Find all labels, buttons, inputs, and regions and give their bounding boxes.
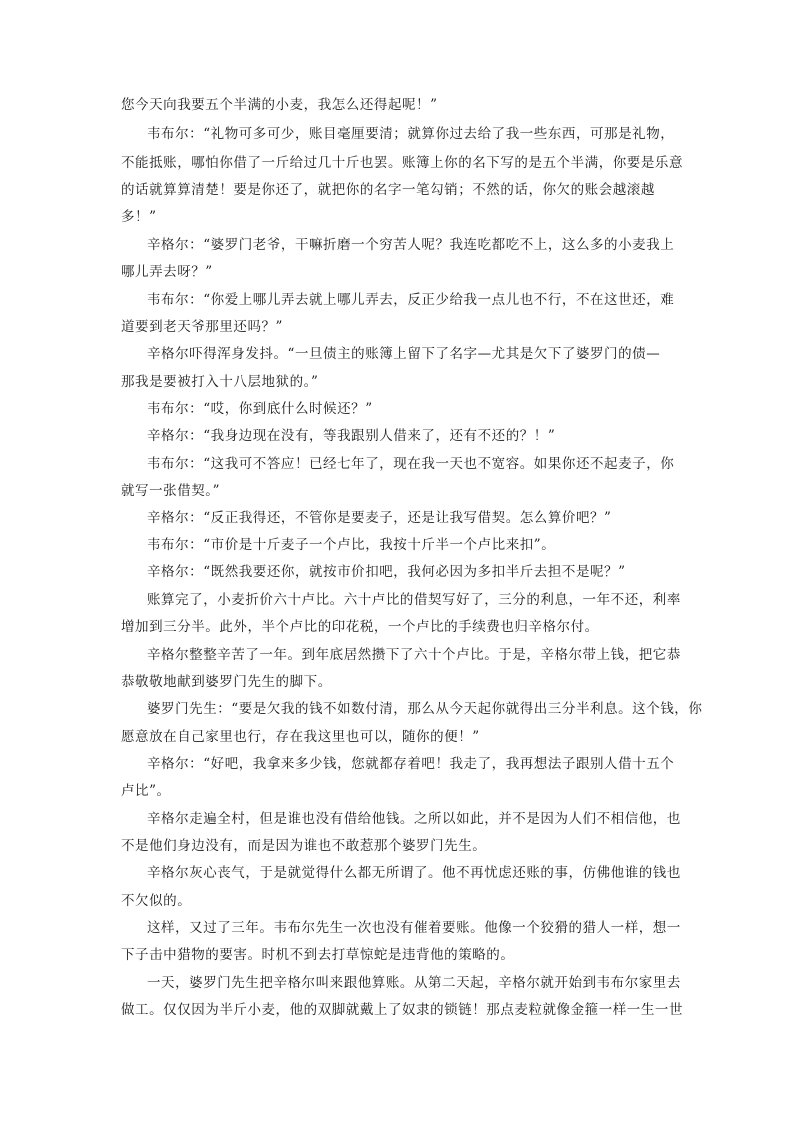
- text-line: 道要到老天爷那里还吗？”: [121, 319, 284, 335]
- text-line: 辛格尔吓得浑身发抖。“一旦债主的账簿上留下了名字—尤其是欠下了婆罗门的债—: [147, 346, 661, 362]
- text-line: 增加到三分半。此外，半个卢比的印花税，一个卢比的手续费也归辛格尔付。: [121, 619, 599, 635]
- text-line: 辛格尔整整辛苦了一年。到年底居然攒下了六十个卢比。于是，辛格尔带上钱，把它恭: [147, 647, 681, 663]
- text-line: 那我是要被打入十八层地狱的。”: [121, 374, 319, 390]
- text-line: 辛格尔：“既然我要还你，就按市价扣吧，我何必因为多扣半斤去担不是呢？”: [147, 564, 626, 580]
- text-line: 辛格尔灰心丧气，于是就觉得什么都无所谓了。他不再忧虑还账的事，仿佛他谁的钱也: [147, 865, 681, 881]
- text-line: 的话就算算清楚！要是你还了，就把你的名字一笔勾销；不然的话，你欠的账会越滚越: [121, 182, 655, 198]
- text-line: 愿意放在自己家里也行，存在我这里也可以，随你的便！”: [121, 729, 480, 745]
- text-line: 不能抵账，哪怕你借了一斤给过几十斤也罢。账簿上你的名下写的是五个半满，你要是乐意: [121, 155, 683, 171]
- text-line: 就写一张借契。”: [121, 483, 221, 499]
- text-line: 辛格尔：“我身边现在没有，等我跟别人借来了，还有不还的？！”: [147, 428, 556, 444]
- text-line: 辛格尔：“好吧，我拿来多少钱，您就都存着吧！我走了，我再想法子跟别人借十五个: [147, 756, 675, 772]
- text-line: 辛格尔：“婆罗门老爷，干嘛折磨一个穷苦人呢？我连吃都吃不上，这么多的小麦我上: [147, 237, 675, 253]
- text-line: 账算完了，小麦折价六十卢比。六十卢比的借契写好了，三分的利息，一年不还，利率: [147, 592, 681, 608]
- text-line: 韦布尔：“礼物可多可少，账目毫厘要清；就算你过去给了我一些东西，可那是礼物，: [147, 126, 675, 142]
- text-line: 不是他们身边没有，而是因为谁也不敢惹那个婆罗门先生。: [121, 838, 487, 854]
- text-line: 恭敬敬地献到婆罗门先生的脚下。: [121, 674, 332, 690]
- text-line: 一天，婆罗门先生把辛格尔叫来跟他算账。从第二天起，辛格尔就开始到韦布尔家里去: [147, 975, 681, 991]
- text-line: 韦布尔：“哎，你到底什么时候还？”: [147, 401, 373, 417]
- text-line: 辛格尔走遍全村，但是谁也没有借给他钱。之所以如此，并不是因为人们不相信他，也: [147, 811, 681, 827]
- text-line: 婆罗门先生：“要是欠我的钱不如数付清，那么从今天起你就得出三分半利息。这个钱，你: [147, 701, 703, 717]
- text-line: 卢比”。: [121, 783, 171, 799]
- text-line: 多！”: [121, 209, 157, 225]
- text-line: 哪儿弄去呀？”: [121, 264, 213, 280]
- text-line: 不欠似的。: [121, 893, 192, 909]
- text-line: 韦布尔：“你爱上哪儿弄去就上哪儿弄去，反正少给我一点儿也不行，不在这世还，难: [147, 292, 675, 308]
- text-line: 这样，又过了三年。韦布尔先生一次也没有催着要账。他像一个狡猾的猎人一样，想一: [147, 920, 681, 936]
- text-line: 韦布尔：“市价是十斤麦子一个卢比，我按十斤半一个卢比来扣”。: [147, 537, 556, 553]
- text-line: 辛格尔：“反正我得还，不管你是要麦子，还是让我写借契。怎么算价吧？”: [147, 510, 612, 526]
- text-line: 下子击中猎物的要害。时机不到去打草惊蛇是违背他的策略的。: [121, 947, 515, 963]
- text-line: 您今天向我要五个半满的小麦，我怎么还得起呢！”: [121, 97, 438, 113]
- text-line: 做工。仅仅因为半斤小麦，他的双脚就戴上了奴隶的锁链！那点麦粒就像金箍一样一生一世: [121, 1002, 683, 1018]
- text-line: 韦布尔：“这我可不答应！已经七年了，现在我一天也不宽容。如果你还不起麦子，你: [147, 456, 675, 472]
